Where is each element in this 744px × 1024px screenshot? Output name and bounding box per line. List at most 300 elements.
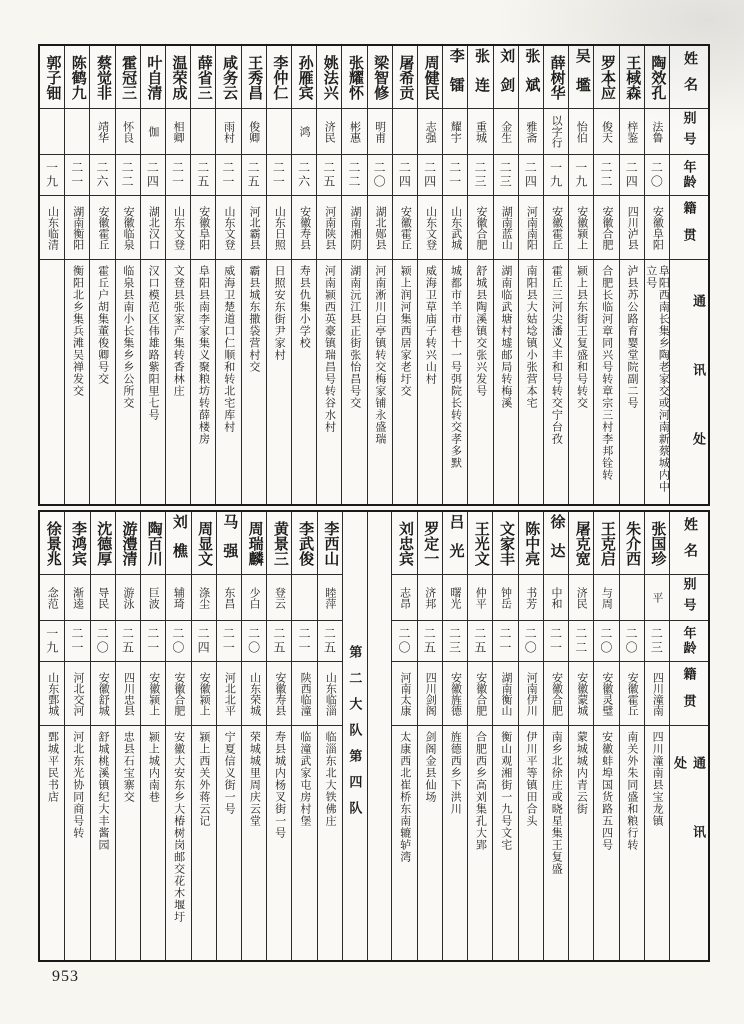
person-native-place: 山东日照 <box>267 196 291 260</box>
person-native-place: 安徽合肥 <box>468 196 492 260</box>
person-column <box>64 46 89 504</box>
person-address-cell <box>494 260 518 504</box>
person-age: 二四 <box>620 155 644 196</box>
person-column <box>593 512 618 960</box>
person-name: 刘剑 <box>494 46 518 109</box>
person-name: 薛树华 <box>544 46 568 109</box>
person-name: 蔡觉非 <box>90 46 114 109</box>
person-native-place: 安徽霍丘 <box>393 196 417 260</box>
person-address: 宁夏信义街一号 <box>223 731 236 815</box>
person-column <box>89 46 114 504</box>
person-alias: 中和 <box>544 575 568 621</box>
person-address: 颍上润河集西居家老圩交 <box>399 265 412 397</box>
person-age: 二〇 <box>166 621 190 662</box>
person-age: 二三 <box>443 621 467 662</box>
person-address-cell <box>468 726 492 960</box>
person-address: 剑阁金县仙场 <box>424 731 437 803</box>
person-alias: 登云 <box>267 575 291 621</box>
person-column <box>417 46 442 504</box>
person-address-cell <box>216 260 240 504</box>
person-name: 陈中亮 <box>519 512 543 575</box>
person-age: 二一 <box>65 621 89 662</box>
person-address-cell <box>90 260 114 504</box>
person-column <box>140 512 165 960</box>
person-native-place: 四川忠县 <box>116 662 140 726</box>
person-address-cell <box>393 260 417 504</box>
person-native-place: 湖南衡山 <box>493 662 517 726</box>
person-address-cell <box>292 726 316 960</box>
person-address: 霍丘户胡集董俊卿号交 <box>96 265 109 385</box>
person-age: 二〇 <box>620 621 644 662</box>
person-name: 陶效孔 <box>645 46 669 109</box>
person-name: 马强 <box>217 512 241 575</box>
person-alias <box>292 575 316 621</box>
person-alias: 金生 <box>494 109 518 155</box>
person-address-cell <box>569 726 593 960</box>
person-column <box>316 46 341 504</box>
person-name: 叶自清 <box>141 46 165 109</box>
person-address: 寿县城内杨叉街一号 <box>273 731 286 839</box>
person-age: 二三 <box>494 155 518 196</box>
person-native-place: 山东文登 <box>216 196 240 260</box>
person-address: 南阳县大姑埝镇小张营本宅 <box>525 265 538 409</box>
person-age: 二四 <box>519 155 543 196</box>
person-name: 黄景三 <box>267 512 291 575</box>
section-divider-column <box>342 512 391 960</box>
person-alias: 仲平 <box>468 575 492 621</box>
person-address: 南乡北徐庄或晓星集王复盛 <box>550 731 563 875</box>
person-native-place: 山东文登 <box>166 196 190 260</box>
person-age: 二〇 <box>519 621 543 662</box>
person-native-place: 安徽合肥 <box>468 662 492 726</box>
person-address-cell <box>191 260 215 504</box>
person-address: 旌德西乡下洪川 <box>449 731 462 815</box>
person-native-place: 陕西临潼 <box>292 662 316 726</box>
person-native-place: 湖南湘阴 <box>342 196 366 260</box>
person-alias: 俊天 <box>594 109 618 155</box>
person-age: 二一 <box>292 621 316 662</box>
person-age: 二一 <box>166 155 190 196</box>
person-address: 安徽蚌埠国货路五四号 <box>600 731 613 851</box>
person-column <box>216 512 241 960</box>
person-native-place: 安徽霍丘 <box>620 662 644 726</box>
person-native-place: 安徽旌德 <box>443 662 467 726</box>
person-age: 二四 <box>418 155 442 196</box>
person-address-cell <box>141 726 165 960</box>
person-address: 舒城县陶溪镇交张兴发号 <box>474 265 487 397</box>
section-label-cell <box>343 512 368 960</box>
person-alias <box>191 109 215 155</box>
person-age: 一九 <box>544 155 568 196</box>
person-address-cell <box>192 726 216 960</box>
roster-table-bottom <box>38 510 710 962</box>
person-native-place: 河南伊川 <box>519 662 543 726</box>
person-native-place: 安徽合肥 <box>166 662 190 726</box>
person-address: 霍丘三河尖潘义丰和号转交宁台孜 <box>550 265 563 445</box>
person-column <box>543 46 568 504</box>
person-address: 南关外朱同盛和粮行转 <box>625 731 638 851</box>
person-native-place: 湖北郧县 <box>368 196 392 260</box>
person-alias: 巨波 <box>141 575 165 621</box>
person-address: 蒙城城内青云街 <box>575 731 588 815</box>
person-name: 温荣成 <box>166 46 190 109</box>
person-native-place: 四川剑阁 <box>418 662 442 726</box>
person-age: 二五 <box>191 155 215 196</box>
person-age: 二一 <box>65 155 89 196</box>
person-column <box>266 46 291 504</box>
person-alias <box>40 109 64 155</box>
header-alias: 别号 <box>670 575 708 621</box>
person-age: 二五 <box>317 155 341 196</box>
person-address: 城都市羊市巷十一号弭院长转交孝多默 <box>449 265 462 469</box>
person-age: 二〇 <box>91 621 115 662</box>
person-name: 王秀昌 <box>242 46 266 109</box>
person-native-place: 安徽颍上 <box>192 662 216 726</box>
person-alias: 雅斋 <box>519 109 543 155</box>
person-address-cell <box>594 726 618 960</box>
person-column <box>392 46 417 504</box>
person-address-cell <box>620 260 644 504</box>
person-address-cell <box>166 726 190 960</box>
person-age: 二〇 <box>242 621 266 662</box>
person-address-cell <box>519 726 543 960</box>
person-name: 沈德厚 <box>91 512 115 575</box>
header-name: 姓名 <box>670 512 708 575</box>
person-age: 二二 <box>342 155 366 196</box>
person-address: 阜阳西南长集乡陶老家交或河南新蔡城内中立号 <box>644 265 669 493</box>
person-name: 姚法兴 <box>317 46 341 109</box>
person-age: 二二 <box>116 155 140 196</box>
person-address-cell <box>569 260 593 504</box>
person-age: 二五 <box>116 621 140 662</box>
person-name: 屠克宽 <box>569 512 593 575</box>
person-native-place: 安徽临泉 <box>116 196 140 260</box>
person-address-cell <box>468 260 492 504</box>
person-column <box>241 46 266 504</box>
person-address-cell <box>544 726 568 960</box>
header-native-place: 籍贯 <box>670 662 708 726</box>
person-address: 合肥西乡高刘集孔大郢 <box>474 731 487 851</box>
person-column <box>619 512 644 960</box>
person-alias: 怡伯 <box>569 109 593 155</box>
person-native-place: 河北交河 <box>65 662 89 726</box>
person-native-place: 河南太康 <box>392 662 416 726</box>
person-address: 安徽大安东乡大椿树岗邮交花木堰圩 <box>172 731 185 923</box>
person-column <box>190 46 215 504</box>
person-native-place: 湖北汉口 <box>141 196 165 260</box>
person-alias: 鸿 <box>292 109 316 155</box>
person-name: 朱介西 <box>620 512 644 575</box>
person-address-cell <box>242 726 266 960</box>
header-address: 通讯处 <box>672 756 706 894</box>
person-name: 李西山 <box>318 512 342 575</box>
header-native-place: 籍贯 <box>670 196 708 260</box>
person-alias: 渐逵 <box>65 575 89 621</box>
person-name: 周瑞麟 <box>242 512 266 575</box>
person-address-cell <box>645 726 669 960</box>
person-name: 王光文 <box>468 512 492 575</box>
person-address: 临淄东北大铁佛庄 <box>324 731 337 827</box>
person-name: 吴壏 <box>569 46 593 109</box>
person-column <box>140 46 165 504</box>
person-column <box>568 46 593 504</box>
person-native-place: 河南南阳 <box>519 196 543 260</box>
person-native-place: 安徽霍丘 <box>90 196 114 260</box>
person-address-cell <box>443 726 467 960</box>
person-age: 二一 <box>267 155 291 196</box>
person-name: 孙雁宾 <box>292 46 316 109</box>
person-alias: 少白 <box>242 575 266 621</box>
person-age: 二五 <box>318 621 342 662</box>
person-alias: 法鲁 <box>645 109 669 155</box>
person-address: 四川潼南县宝龙镇 <box>651 731 664 827</box>
person-native-place: 安徽合肥 <box>594 196 618 260</box>
person-alias: 重城 <box>468 109 492 155</box>
person-address: 霸县城东撒袋营村交 <box>247 265 260 373</box>
person-alias: 与周 <box>594 575 618 621</box>
person-address-cell <box>267 726 291 960</box>
person-age: 二一 <box>493 621 517 662</box>
person-address: 威海卫楚道口仁顺和转北宅库村 <box>222 265 235 433</box>
person-address: 河南淅川白亭镇转交梅家铺永盛瑞 <box>373 265 386 445</box>
person-name: 徐景兆 <box>40 512 64 575</box>
person-name: 吕光 <box>443 512 467 575</box>
person-address-cell <box>40 726 64 960</box>
person-address: 鄄城平民书店 <box>46 731 59 803</box>
person-age: 二一 <box>217 621 241 662</box>
person-column <box>341 46 366 504</box>
person-column <box>266 512 291 960</box>
person-address-cell <box>116 260 140 504</box>
person-alias: 东昌 <box>217 575 241 621</box>
person-address: 荣城城里周庆云堂 <box>248 731 261 827</box>
person-name: 李鸿宾 <box>65 512 89 575</box>
person-column <box>492 512 517 960</box>
person-alias <box>393 109 417 155</box>
person-address: 湖南沅江县正街张怡昌号交 <box>348 265 361 409</box>
person-alias: 耀宇 <box>443 109 467 155</box>
person-native-place: 湖南衡阳 <box>65 196 89 260</box>
person-alias: 睦萍 <box>318 575 342 621</box>
person-name: 咸务云 <box>216 46 240 109</box>
person-age: 一九 <box>40 621 64 662</box>
section-blank-cell <box>368 512 392 960</box>
person-native-place: 四川泸县 <box>620 196 644 260</box>
person-age: 二四 <box>393 155 417 196</box>
person-alias: 曙光 <box>443 575 467 621</box>
person-age: 二二 <box>569 621 593 662</box>
person-address-cell <box>392 726 416 960</box>
person-age: 二六 <box>292 155 316 196</box>
person-column <box>467 46 492 504</box>
person-native-place: 安徽颍上 <box>141 662 165 726</box>
person-address-cell <box>418 260 442 504</box>
person-alias: 明甫 <box>368 109 392 155</box>
person-name: 陶百川 <box>141 512 165 575</box>
person-address: 合肥长临河章同兴号转章宗三村李邦铨转 <box>600 265 613 481</box>
person-address-cell <box>166 260 190 504</box>
person-name: 张国珍 <box>645 512 669 575</box>
person-address: 衡阳北乡集兵滩吴禅发交 <box>71 265 84 397</box>
person-column <box>619 46 644 504</box>
person-column <box>291 512 316 960</box>
person-alias <box>267 109 291 155</box>
person-column <box>165 46 190 504</box>
person-column <box>391 512 416 960</box>
person-name: 王棫森 <box>620 46 644 109</box>
person-address-cell <box>493 726 517 960</box>
person-column <box>115 512 140 960</box>
person-native-place: 安徽颍上 <box>569 196 593 260</box>
person-age: 二六 <box>90 155 114 196</box>
person-name: 张连 <box>468 46 492 109</box>
person-address: 河北东光协同商号转 <box>71 731 84 839</box>
person-address: 湖南临武塘村墟邮局转梅溪 <box>499 265 512 409</box>
person-address: 颍上城内南巷 <box>147 731 160 803</box>
person-alias: 钟岳 <box>493 575 517 621</box>
person-column <box>165 512 190 960</box>
person-name: 王克启 <box>594 512 618 575</box>
person-name: 周健民 <box>418 46 442 109</box>
person-column <box>644 512 669 960</box>
person-age: 二三 <box>645 621 669 662</box>
person-column <box>241 512 266 960</box>
person-address: 寿县仇集小学校 <box>298 265 311 349</box>
person-column <box>442 512 467 960</box>
person-name: 张耀怀 <box>342 46 366 109</box>
person-address: 泸县苏公路育婴堂院副二号 <box>625 265 638 409</box>
person-name: 刘樵 <box>166 512 190 575</box>
person-name: 李仲仁 <box>267 46 291 109</box>
person-alias: 游泳 <box>116 575 140 621</box>
person-name: 郭子钿 <box>40 46 64 109</box>
person-alias: 导民 <box>91 575 115 621</box>
person-address-cell <box>620 726 644 960</box>
person-address-cell <box>65 260 89 504</box>
person-address-cell <box>418 726 442 960</box>
person-address-cell <box>317 260 341 504</box>
person-address: 文登县张家产集转香林庄 <box>172 265 185 397</box>
person-address: 颍上西关外蒋云记 <box>197 731 210 827</box>
person-alias <box>65 109 89 155</box>
person-address: 太康西北崔桥东南辘轳湾 <box>398 731 411 863</box>
person-address-cell <box>217 726 241 960</box>
person-native-place: 河北霸县 <box>242 196 266 260</box>
person-address-cell <box>292 260 316 504</box>
person-native-place: 山东文登 <box>418 196 442 260</box>
person-native-place: 安徽灵璧 <box>594 662 618 726</box>
person-alias: 念范 <box>40 575 64 621</box>
person-age: 二五 <box>267 621 291 662</box>
person-name: 李武俊 <box>292 512 316 575</box>
person-alias: 济邦 <box>418 575 442 621</box>
person-alias: 涤尘 <box>192 575 216 621</box>
person-column <box>191 512 216 960</box>
person-native-place: 湖南蓝山 <box>494 196 518 260</box>
person-native-place: 安徽合肥 <box>544 662 568 726</box>
person-age: 二二 <box>594 155 618 196</box>
header-name: 姓名 <box>670 46 708 109</box>
person-address-cell <box>519 260 543 504</box>
roster-tables <box>38 44 710 962</box>
person-age: 一九 <box>40 155 64 196</box>
person-column <box>367 46 392 504</box>
person-alias: 平 <box>645 575 669 621</box>
person-address: 阜阳县南李家集义聚粮坊转薛楼房 <box>197 265 210 445</box>
person-address-cell <box>594 260 618 504</box>
person-address-cell <box>342 260 366 504</box>
person-native-place: 山东武城 <box>443 196 467 260</box>
person-address: 忠县石宝寨交 <box>122 731 135 803</box>
person-age: 二一 <box>544 621 568 662</box>
person-address-cell <box>116 726 140 960</box>
person-column <box>644 46 669 504</box>
person-address-cell <box>645 260 669 504</box>
person-address: 衡山观湘街一九号文宅 <box>499 731 512 851</box>
person-name: 霍冠三 <box>116 46 140 109</box>
person-alias: 靖华 <box>90 109 114 155</box>
person-native-place: 山东鄄城 <box>40 662 64 726</box>
person-address-cell <box>40 260 64 504</box>
header-age: 年龄 <box>670 155 708 196</box>
person-address: 汉口模范区伟雄路紫阳里七号 <box>147 265 160 421</box>
person-alias: 辅琦 <box>166 575 190 621</box>
person-alias: 济民 <box>317 109 341 155</box>
person-native-place: 山东临清 <box>40 196 64 260</box>
person-alias: 彬惠 <box>342 109 366 155</box>
person-address-cell <box>267 260 291 504</box>
page-number: 953 <box>52 968 79 985</box>
person-address: 颍上县东街王复盛和号转交 <box>575 265 588 409</box>
person-native-place: 河南陕县 <box>317 196 341 260</box>
person-column <box>518 46 543 504</box>
person-name: 屠希贡 <box>393 46 417 109</box>
person-name: 文家丰 <box>493 512 517 575</box>
person-age: 二〇 <box>368 155 392 196</box>
person-column <box>291 46 316 504</box>
person-column <box>64 512 89 960</box>
person-native-place: 安徽蒙城 <box>569 662 593 726</box>
person-alias: 怀良 <box>116 109 140 155</box>
person-alias: 书芳 <box>519 575 543 621</box>
person-column <box>317 512 342 960</box>
person-address-cell <box>141 260 165 504</box>
person-address: 日照安东街尹家村 <box>273 265 286 361</box>
header-address: 通讯处 <box>691 293 706 501</box>
person-address-cell <box>91 726 115 960</box>
person-age: 二一 <box>141 621 165 662</box>
person-native-place: 安徽霍丘 <box>544 196 568 260</box>
person-age: 二五 <box>418 621 442 662</box>
person-alias: 梓鉴 <box>620 109 644 155</box>
person-column <box>215 46 240 504</box>
person-age: 二四 <box>141 155 165 196</box>
person-address-cell <box>318 726 342 960</box>
person-name: 薛省三 <box>191 46 215 109</box>
person-alias: 相卿 <box>166 109 190 155</box>
person-alias <box>620 575 644 621</box>
person-name: 周显文 <box>192 512 216 575</box>
person-name: 徐达 <box>544 512 568 575</box>
header-column <box>669 46 708 504</box>
person-native-place: 山东临淄 <box>318 662 342 726</box>
person-alias: 志昂 <box>392 575 416 621</box>
person-age: 二〇 <box>645 155 669 196</box>
person-native-place: 安徽舒城 <box>91 662 115 726</box>
person-name: 陈鹤九 <box>65 46 89 109</box>
person-native-place: 安徽寿县 <box>292 196 316 260</box>
person-column <box>90 512 115 960</box>
